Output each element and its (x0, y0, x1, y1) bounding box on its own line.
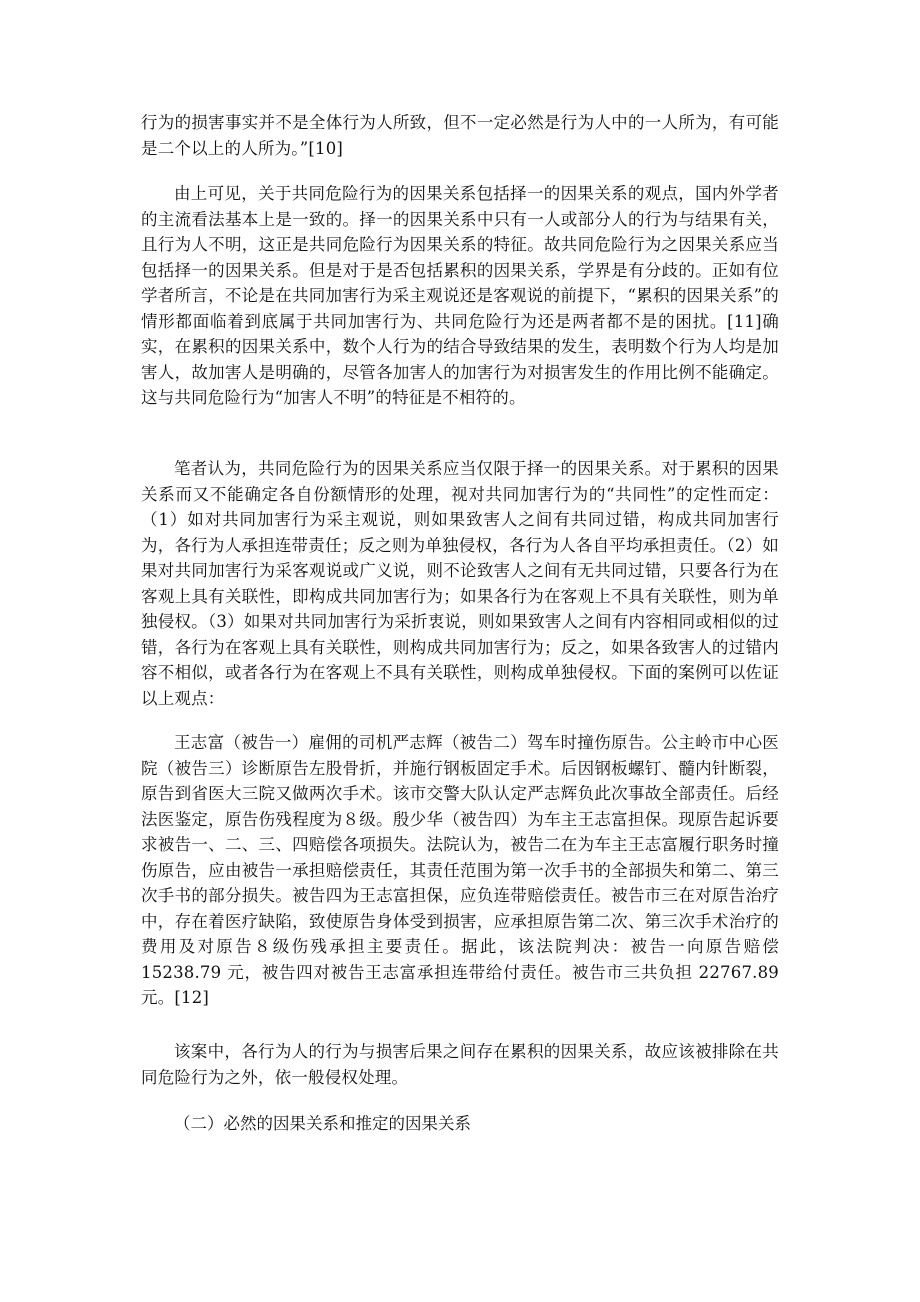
paragraph-continuation: 行为的损害事实并不是全体行为人所致，但不一定必然是行为人中的一人所为，有可能是二个以上的人所为。”[10] (141, 113, 779, 158)
paragraph-author-opinion: 笔者认为，共同危险行为的因果关系应当仅限于择一的因果关系。对于累积的因果关系而又不能确定各自份额情形的处理，视对共同加害行为的“共同性”的定性而定：（1）如对共同加害行为采主观说，则如果致害人之间有共同过错，构成共同加害行为，各行为人承担连带责任；反之则为单独侵权，各行为人各自平均承担责任。（2）如果对共同加害行为采客观说或广义说，则不论致害人之间有无共同过错，只要各行为在客观上具有关联性，即构成共同加害行为；如果各行为在客观上不具有关联性，则为单独侵权。（3）如果对共同加害行为采折衷说，则如果致害人之间有内容相同或相似的过错，各行为在客观上具有关联性，则构成共同加害行为；反之，如果各致害人的过错内容不相似，或者各行为在客观上不具有关联性，则构成单独侵权。下面的案例可以佐证以上观点： (141, 459, 779, 708)
paragraph-case-example: 王志富（被告一）雇佣的司机严志辉（被告二）驾车时撞伤原告。公主岭市中心医院（被告三）诊断原告左股骨折，并施行钢板固定手术。后因钢板螺钉、髓内针断裂，原告到省医大三院又做两次手术。该市交警大队认定严志辉负此次事故全部责任。后经法医鉴定，原告伤残程度为８级。殷少华（被告四）为车主王志富担保。现原告起诉要求被告一、二、三、四赔偿各项损失。法院认为，被告二在为车主王志富履行职务时撞伤原告，应由被告一承担赔偿责任，其责任范围为第一次手书的全部损失和第二、第三次手书的部分损失。被告四为王志富担保，应负连带赔偿责任。被告市三在对原告治疗中，存在着医疗缺陷，致使原告身体受到损害，应承担原告第二次、第三次手术治疗的费用及对原告８级伤残承担主要责任。据此，该法院判决：被告一向原告赔偿 15238.79 元，被告四对被告王志富承担连带给付责任。被告市三共负担 22767.89 元。[12] (141, 733, 779, 1007)
paragraph-causation-views: 由上可见，关于共同危险行为的因果关系包括择一的因果关系的观点，国内外学者的主流看法基本上是一致的。择一的因果关系中只有一人或部分人的行为与结果有关，且行为人不明，这正是共同危险行为因果关系的特征。故共同危险行为之因果关系应当包括择一的因果关系。但是对于是否包括累积的因果关系，学界是有分歧的。正如有位学者所言，不论是在共同加害行为采主观说还是客观说的前提下，“累积的因果关系”的情形都面临着到底属于共同加害行为、共同危险行为还是两者都不是的困扰。[11]确实，在累积的因果关系中，数个人行为的结合导致结果的发生，表明数个行为人均是加害人，故加害人是明确的，尽管各加害人的加害行为对损害发生的作用比例不能确定。这与共同危险行为“加害人不明”的特征是不相符的。 (141, 184, 779, 407)
section-heading: （二）必然的因果关系和推定的因果关系 (174, 1114, 471, 1133)
paragraph-case-conclusion: 该案中，各行为人的行为与损害后果之间存在累积的因果关系，故应该被排除在共同危险行为之外，依一般侵权处理。 (141, 1042, 779, 1087)
